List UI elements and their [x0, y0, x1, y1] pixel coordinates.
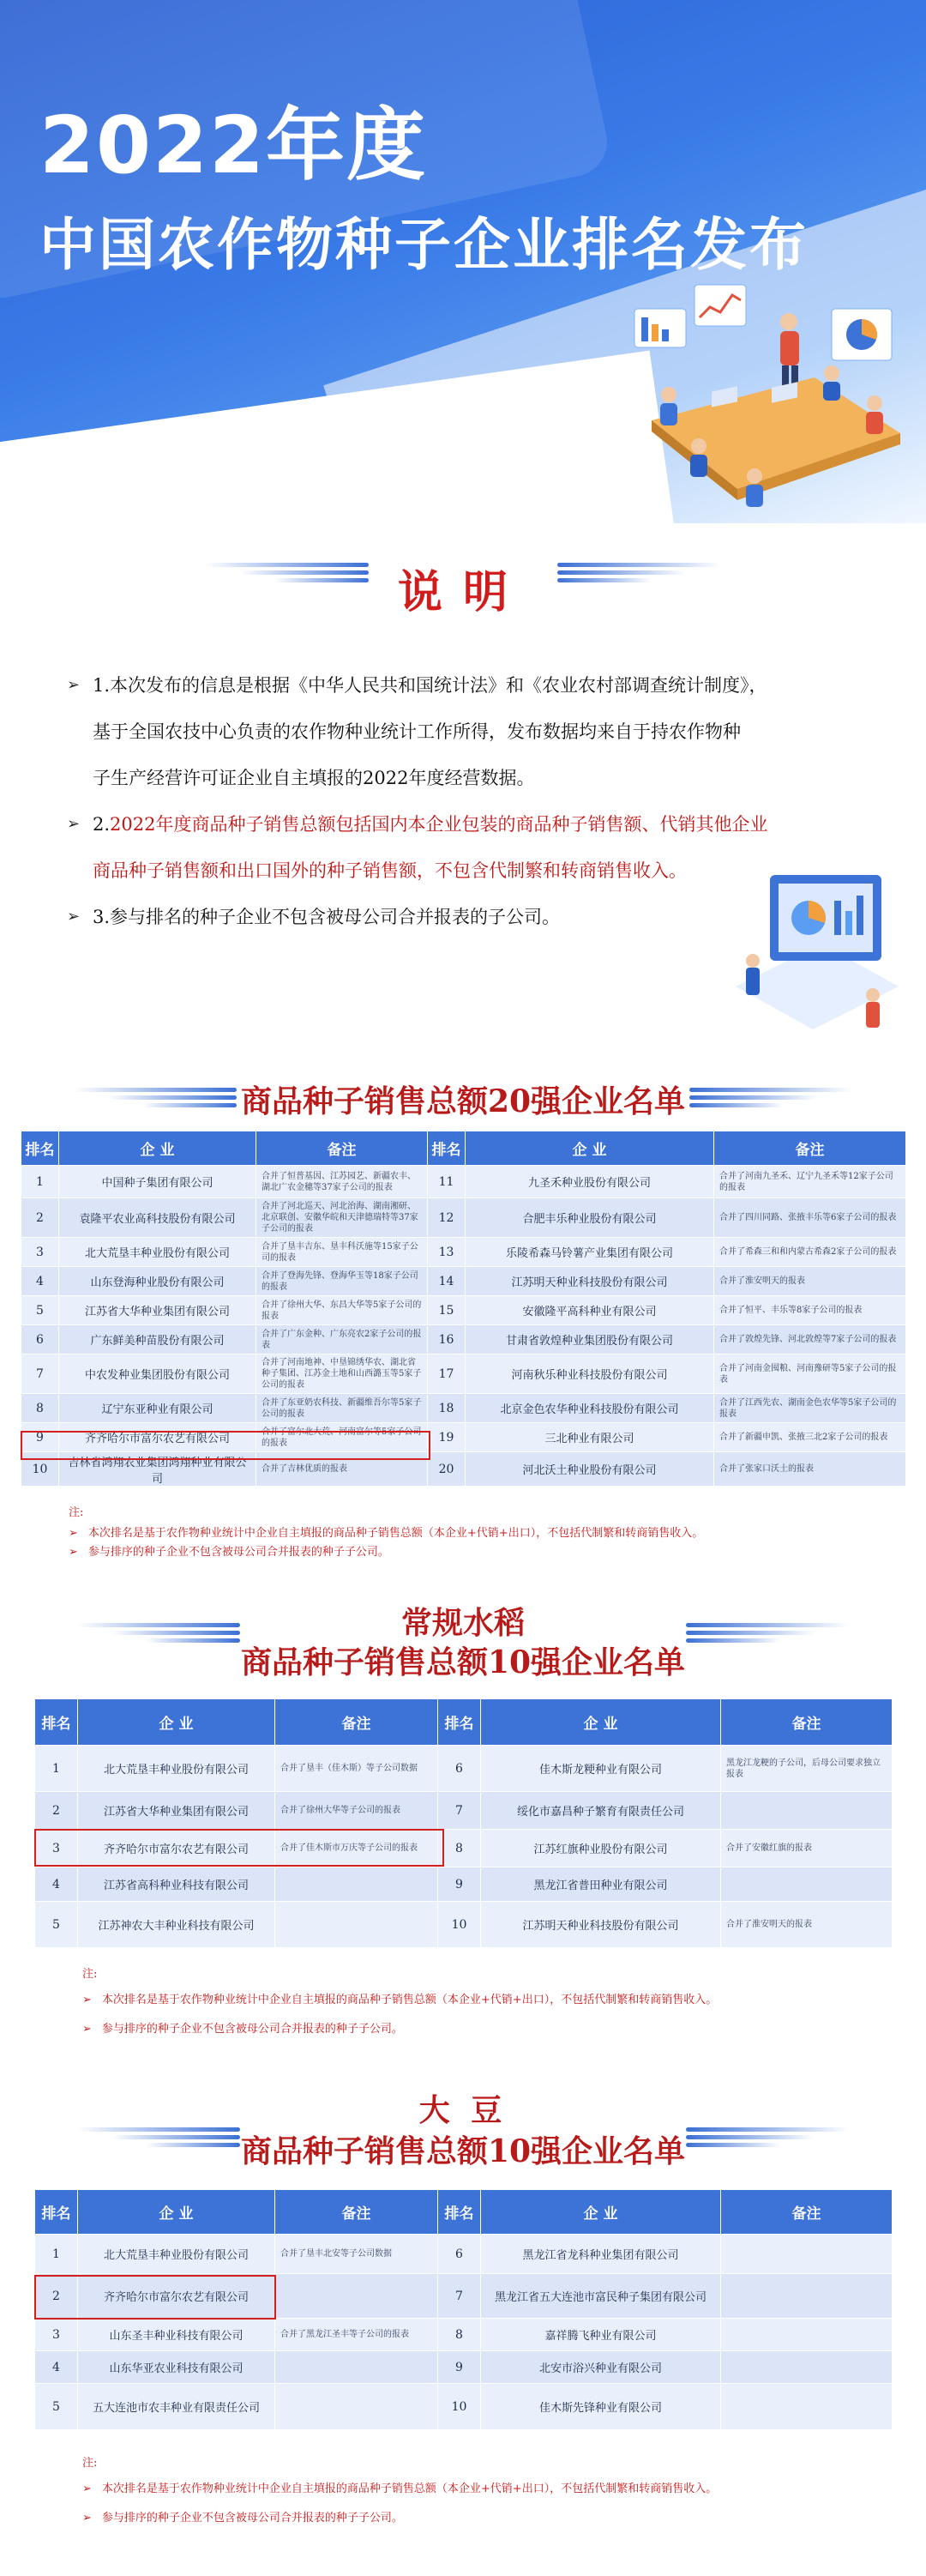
remark-cell: 合并了垦丰吉东、垦丰科沃施等15家子公司的报表 [256, 1238, 428, 1267]
note-text: 参与排序的种子企业不包含被母公司合并报表的种子子公司。 [101, 2023, 403, 2036]
col-header: 排名 [35, 2190, 78, 2235]
company-cell: 五大连池市农丰种业有限责任公司 [78, 2384, 275, 2430]
table-header-row [21, 1131, 906, 1166]
explain-title: 说明 [397, 566, 528, 618]
table-row [35, 1746, 893, 1792]
rank-cell: 2 [21, 1198, 59, 1238]
explain-item-1 [67, 662, 839, 801]
table-row [35, 1867, 893, 1902]
company-cell: 安徽隆平高科种业有限公司 [466, 1296, 714, 1325]
rank-cell: 6 [438, 1746, 481, 1792]
rank-cell: 1 [35, 2235, 78, 2274]
rank-cell: 13 [428, 1238, 466, 1267]
rank-cell: 4 [35, 1867, 78, 1902]
company-cell: 嘉祥腾飞种业有限公司 [481, 2319, 721, 2351]
remark-cell [275, 2351, 438, 2384]
remark-cell: 合并了敦煌先锋、河北敦煌等7家子公司的报表 [714, 1325, 906, 1354]
company-cell: 黑龙江省五大连池市富民种子集团有限公司 [481, 2274, 721, 2319]
note-text: 参与排序的种子企业不包含被母公司合并报表的种子子公司。 [101, 2512, 403, 2525]
remark-cell: 黑龙江龙粳的子公司，后母公司要求独立报表 [721, 1746, 893, 1792]
remark-cell [275, 1867, 438, 1902]
remark-cell: 合并了徐州大华等子公司的报表 [275, 1792, 438, 1830]
arrow-bullet-icon: ➢ [67, 908, 81, 926]
note-label: 注: [69, 1506, 84, 1519]
company-cell: 江苏省大华种业集团有限公司 [78, 1792, 275, 1830]
remark-cell [275, 1902, 438, 1948]
remark-cell: 合并了四川同路、张掖丰乐等6家子公司的报表 [714, 1198, 906, 1238]
remark-cell [721, 1792, 893, 1830]
company-cell: 佳木斯先锋种业有限公司 [481, 2384, 721, 2430]
rank-cell: 5 [35, 2384, 78, 2430]
rank-cell: 8 [438, 1830, 481, 1867]
rank-cell: 4 [21, 1267, 59, 1296]
col-header: 排名 [35, 1699, 78, 1746]
table-row [21, 1238, 906, 1267]
company-cell: 中农发种业集团股份有限公司 [59, 1354, 256, 1394]
rank-cell: 4 [35, 2351, 78, 2384]
table-row [35, 1902, 893, 1948]
col-header: 企 业 [78, 2190, 275, 2235]
explain-line: 子生产经营许可证企业自主填报的2022年度经营数据。 [93, 768, 535, 788]
company-cell: 中国种子集团有限公司 [59, 1166, 256, 1198]
note-label: 注: [82, 2457, 98, 2470]
rank-cell: 10 [438, 2384, 481, 2430]
rank-cell: 17 [428, 1354, 466, 1394]
table-row [21, 1423, 906, 1452]
table-header-row [35, 2190, 893, 2235]
table-row [21, 1354, 906, 1394]
remark-cell: 合并了淮安明天的报表 [714, 1267, 906, 1296]
company-cell: 江苏明天种业科技股份有限公司 [466, 1267, 714, 1296]
hero-year: 2022年度 [39, 100, 428, 191]
col-header: 排名 [438, 1699, 481, 1746]
company-cell: 齐齐哈尔市富尔农艺有限公司 [59, 1423, 256, 1452]
hero-banner [0, 0, 926, 523]
table-row [35, 1830, 893, 1867]
note-line [82, 1986, 888, 2015]
remark-cell: 合并了徐州大华、东昌大华等5家子公司的报表 [256, 1296, 428, 1325]
arrow-bullet-icon: ➢ [69, 1546, 78, 1559]
rank-cell: 6 [438, 2235, 481, 2274]
rank-cell: 5 [21, 1296, 59, 1325]
company-cell: 佳木斯龙粳种业有限公司 [481, 1746, 721, 1792]
explain-line: 2022年度商品种子销售总额包括国内本企业包装的商品种子销售额、代销其他企业 [110, 814, 768, 835]
company-cell: 吉林省鸿翔农业集团鸿翔种业有限公司 [59, 1452, 256, 1487]
remark-cell: 合并了河南地神、中垦锦绣华农、湖北省种子集团、江苏金土地和山西潞玉等5家子公司的报表 [256, 1354, 428, 1394]
rank-cell: 7 [438, 1792, 481, 1830]
table1-notes [69, 1503, 892, 1562]
explain-prefix: 2. [93, 814, 111, 835]
col-header: 备注 [275, 1699, 438, 1746]
remark-cell: 合并了张家口沃土的报表 [714, 1452, 906, 1487]
col-header: 备注 [256, 1131, 428, 1166]
note-text: 参与排序的种子企业不包含被母公司合并报表的种子子公司。 [87, 1546, 389, 1559]
note-line [69, 1524, 892, 1543]
remark-cell [721, 1867, 893, 1902]
table2-title-line2: 商品种子销售总额10强企业名单 [240, 1644, 686, 1680]
rank-cell: 2 [35, 1792, 78, 1830]
rank-cell: 7 [438, 2274, 481, 2319]
company-cell: 山东登海种业股份有限公司 [59, 1267, 256, 1296]
rank-cell: 5 [35, 1902, 78, 1948]
remark-cell [721, 2274, 893, 2319]
table-row [35, 1792, 893, 1830]
rank-cell: 9 [438, 1867, 481, 1902]
rank-cell: 11 [428, 1166, 466, 1198]
remark-cell: 合并了安徽红旗的报表 [721, 1830, 893, 1867]
company-cell: 甘肃省敦煌种业集团股份有限公司 [466, 1325, 714, 1354]
table3-title-line1: 大 豆 [418, 2092, 508, 2128]
rank-cell: 8 [21, 1394, 59, 1423]
col-header: 备注 [275, 2190, 438, 2235]
company-cell: 齐齐哈尔市富尔农艺有限公司 [78, 2274, 275, 2319]
col-header: 企 业 [59, 1131, 256, 1166]
table-row [21, 1198, 906, 1238]
rank-cell: 10 [438, 1902, 481, 1948]
note-line [82, 2504, 888, 2533]
arrow-bullet-icon: ➢ [82, 2482, 92, 2495]
rank-cell: 20 [428, 1452, 466, 1487]
rank-cell: 14 [428, 1267, 466, 1296]
table-row [21, 1166, 906, 1198]
table-row [35, 2235, 893, 2274]
remark-cell: 合并了新疆申凯、张掖三北2家子公司的报表 [714, 1423, 906, 1452]
table-row [21, 1325, 906, 1354]
ranking-table-soybean [34, 2189, 893, 2430]
company-cell: 袁隆平农业高科技股份有限公司 [59, 1198, 256, 1238]
remark-cell [721, 2235, 893, 2274]
table-row [35, 2274, 893, 2319]
remark-cell: 合并了恒平、丰乐等8家子公司的报表 [714, 1296, 906, 1325]
note-text: 本次排名是基于农作物种业统计中企业自主填报的商品种子销售总额（本企业+代销+出口），不包括代制繁和转商销售收入。 [101, 1994, 718, 2006]
company-cell: 北大荒垦丰种业股份有限公司 [59, 1238, 256, 1267]
remark-cell [721, 2319, 893, 2351]
note-label: 注: [82, 1968, 98, 1981]
explain-line: 基于全国农技中心负责的农作物种业统计工作所得，发布数据均来自于持农作物种 [93, 721, 741, 742]
remark-cell: 合并了淮安明天的报表 [721, 1902, 893, 1948]
note-line [82, 2015, 888, 2044]
company-cell: 齐齐哈尔市富尔农艺有限公司 [78, 1830, 275, 1867]
rank-cell: 16 [428, 1325, 466, 1354]
arrow-bullet-icon: ➢ [82, 2512, 92, 2525]
col-header: 排名 [428, 1131, 466, 1166]
rank-cell: 15 [428, 1296, 466, 1325]
company-cell: 河北沃土种业股份有限公司 [466, 1452, 714, 1487]
remark-cell [275, 2384, 438, 2430]
hero-decoration [0, 351, 681, 523]
remark-cell [721, 2351, 893, 2384]
company-cell: 江苏红旗种业股份有限公司 [481, 1830, 721, 1867]
company-cell: 广东鲜美种苗股份有限公司 [59, 1325, 256, 1354]
table3-title-line2: 商品种子销售总额10强企业名单 [240, 2133, 686, 2169]
rank-cell: 7 [21, 1354, 59, 1394]
hero-title: 中国农作物种子企业排名发布 [39, 212, 809, 278]
col-header: 企 业 [481, 2190, 721, 2235]
company-cell: 山东华亚农业科技有限公司 [78, 2351, 275, 2384]
company-cell: 三北种业有限公司 [466, 1423, 714, 1452]
col-header: 企 业 [466, 1131, 714, 1166]
table2-title-line1: 常规水稻 [400, 1605, 525, 1641]
arrow-bullet-icon: ➢ [67, 815, 81, 833]
table-header-row [35, 1699, 893, 1746]
remark-cell: 合并了河南九圣禾、辽宁九圣禾等12家子公司的报表 [714, 1166, 906, 1198]
table2-notes [82, 1964, 888, 2044]
company-cell: 北京金色农华种业科技股份有限公司 [466, 1394, 714, 1423]
rank-cell: 8 [438, 2319, 481, 2351]
office-team-illustration [617, 274, 909, 515]
rank-cell: 6 [21, 1325, 59, 1354]
table-row [21, 1452, 906, 1487]
col-header: 企 业 [481, 1699, 721, 1746]
rank-cell: 9 [21, 1423, 59, 1452]
arrow-bullet-icon: ➢ [67, 676, 81, 694]
remark-cell: 合并了佳木斯市万庆等子公司的报表 [275, 1830, 438, 1867]
arrow-bullet-icon: ➢ [82, 1994, 92, 2006]
company-cell: 北大荒垦丰种业股份有限公司 [78, 1746, 275, 1792]
explain-line: 3.参与排名的种子企业不包含被母公司合并报表的子公司。 [93, 907, 561, 927]
note-text: 本次排名是基于农作物种业统计中企业自主填报的商品种子销售总额（本企业+代销+出口），不包括代制繁和转商销售收入。 [87, 1527, 704, 1540]
table1-title: 商品种子销售总额20强企业名单 [240, 1083, 686, 1119]
rank-cell: 9 [438, 2351, 481, 2384]
remark-cell [721, 2384, 893, 2430]
remark-cell: 合并了河北巡天、河北治海、湖南湘研、北京联创、安徽华皖和天津德瑞特等37家子公司的报表 [256, 1198, 428, 1238]
table-row [21, 1267, 906, 1296]
table-row [21, 1394, 906, 1423]
rank-cell: 3 [35, 1830, 78, 1867]
note-line [82, 2475, 888, 2504]
company-cell: 九圣禾种业股份有限公司 [466, 1166, 714, 1198]
table-row [35, 2351, 893, 2384]
company-cell: 绥化市嘉昌种子繁育有限责任公司 [481, 1792, 721, 1830]
company-cell: 黑龙江省龙科种业集团有限公司 [481, 2235, 721, 2274]
rank-cell: 10 [21, 1452, 59, 1487]
explain-line: 商品种子销售额和出口国外的种子销售额，不包含代制繁和转商销售收入。 [93, 860, 687, 881]
remark-cell: 合并了恒普基因、江苏园艺、新疆农丰、湖北广农金穗等37家子公司的报表 [256, 1166, 428, 1198]
company-cell: 乐陵希森马铃薯产业集团有限公司 [466, 1238, 714, 1267]
col-header: 备注 [721, 2190, 893, 2235]
remark-cell: 合并了富尔北大荒、河南富尔等5家子公司的报表 [256, 1423, 428, 1452]
rank-cell: 3 [35, 2319, 78, 2351]
company-cell: 河南秋乐种业科技股份有限公司 [466, 1354, 714, 1394]
table3-notes [82, 2453, 888, 2533]
remark-cell: 合并了江西先农、湖南金色农华等5家子公司的报表 [714, 1394, 906, 1423]
ranking-table-rice [34, 1698, 893, 1948]
note-line [69, 1543, 892, 1562]
arrow-bullet-icon: ➢ [69, 1527, 78, 1540]
col-header: 排名 [438, 2190, 481, 2235]
rank-cell: 1 [21, 1166, 59, 1198]
rank-cell: 2 [35, 2274, 78, 2319]
remark-cell: 合并了广东金种、广东亮农2家子公司的报表 [256, 1325, 428, 1354]
remark-cell: 合并了登海先锋、登海华玉等18家子公司的报表 [256, 1267, 428, 1296]
remark-cell: 合并了垦丰北安等子公司数据 [275, 2235, 438, 2274]
company-cell: 北大荒垦丰种业股份有限公司 [78, 2235, 275, 2274]
company-cell: 江苏省大华种业集团有限公司 [59, 1296, 256, 1325]
remark-cell: 合并了黑龙江圣丰等子公司的报表 [275, 2319, 438, 2351]
company-cell: 辽宁东亚种业有限公司 [59, 1394, 256, 1423]
company-cell: 山东圣丰种业科技有限公司 [78, 2319, 275, 2351]
company-cell: 北安市浴兴种业有限公司 [481, 2351, 721, 2384]
company-cell: 黑龙江省普田种业有限公司 [481, 1867, 721, 1902]
company-cell: 江苏神农大丰种业科技有限公司 [78, 1902, 275, 1948]
table-row [35, 2319, 893, 2351]
col-header: 企 业 [78, 1699, 275, 1746]
col-header: 备注 [721, 1699, 893, 1746]
rank-cell: 18 [428, 1394, 466, 1423]
company-cell: 合肥丰乐种业股份有限公司 [466, 1198, 714, 1238]
remark-cell: 合并了东亚奶农科技、新疆维吾尔等5家子公司的报表 [256, 1394, 428, 1423]
ranking-table-top20 [21, 1131, 906, 1487]
explain-line: 1.本次发布的信息是根据《中华人民共和国统计法》和《农业农村部调查统计制度》， [93, 675, 767, 696]
table-row [21, 1296, 906, 1325]
company-cell: 江苏明天种业科技股份有限公司 [481, 1902, 721, 1948]
rank-cell: 19 [428, 1423, 466, 1452]
rank-cell: 1 [35, 1746, 78, 1792]
presentation-dashboard-illustration [719, 858, 907, 1047]
remark-cell: 合并了希森三和和内蒙古希森2家子公司的报表 [714, 1238, 906, 1267]
col-header: 排名 [21, 1131, 59, 1166]
company-cell: 江苏省高科种业科技有限公司 [78, 1867, 275, 1902]
remark-cell: 合并了河南金囤粮、河南豫研等5家子公司的报表 [714, 1354, 906, 1394]
table-row [35, 2384, 893, 2430]
note-text: 本次排名是基于农作物种业统计中企业自主填报的商品种子销售总额（本企业+代销+出口），不包括代制繁和转商销售收入。 [101, 2482, 718, 2495]
col-header: 备注 [714, 1131, 906, 1166]
rank-cell: 12 [428, 1198, 466, 1238]
arrow-bullet-icon: ➢ [82, 2023, 92, 2036]
remark-cell: 合并了吉林优质的报表 [256, 1452, 428, 1487]
remark-cell: 合并了垦丰（佳木斯）等子公司数据 [275, 1746, 438, 1792]
remark-cell [275, 2274, 438, 2319]
rank-cell: 3 [21, 1238, 59, 1267]
